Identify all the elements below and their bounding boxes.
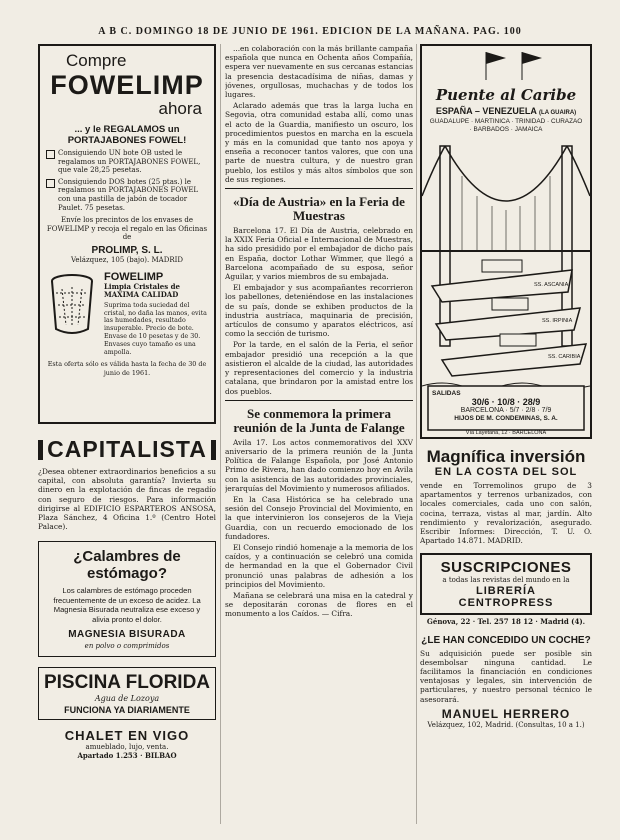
ship-2-label: SS. IRPINIA	[542, 318, 573, 324]
page-header: A B C. DOMINGO 18 DE JUNIO DE 1961. EDICION DE LA MAÑANA. PAG. 100	[98, 26, 522, 37]
section-rule	[225, 188, 413, 189]
chalet-desc: amueblado, lujo, venta.	[85, 743, 169, 752]
piscina-status: FUNCIONA YA DIARIAMENTE	[64, 705, 190, 716]
chalet-ad	[38, 728, 216, 760]
middle-column	[225, 44, 413, 834]
capitalista-body: ¿Desea obtener extraordinarios beneficios a su capital, con absoluta garantía? Invierta su dinero en la explotación de fincas de regadío con seguro de riesgos. Para información dirigirse al EDIFICIO ESPARTEROS ANSOSA, Plaza Sánchez, 4 Oficina 1.º (Centro Hotel Palace).	[38, 467, 216, 532]
suscripciones-name-2: CENTROPRESS	[458, 597, 554, 610]
fowelimp-validity: Esta oferta sólo es válida hasta la fecha de 30 de junio de 1961.	[47, 360, 207, 377]
right-column	[420, 44, 592, 834]
calambres-brand: MAGNESIA BISURADA	[68, 629, 186, 641]
article-paragraph: En la Casa Histórica se ha celebrado una sesión del Consejo Provincial del Movimiento, en la que intervinieron los consejeros de la Vieja Guardia, con un recuerdo emocionado de los fundadores.	[225, 494, 413, 541]
fowelimp-tagline: ... y le REGALAMOS un PORTAJABONES FOWEL!	[67, 124, 187, 146]
falange-headline: Se conmemora la primera reunión de la Junta de Falange	[233, 405, 405, 435]
left-column	[38, 44, 216, 834]
fowelimp-product-name: FOWELIMP	[104, 270, 164, 283]
article-falange	[225, 407, 413, 619]
coche-address: Velázquez, 102, Madrid. (Consultas, 10 a 1.)	[427, 720, 585, 729]
fowelimp-compre: Compre	[66, 51, 127, 70]
salidas-label: SALIDAS	[432, 390, 461, 397]
article-paragraph: El Consejo rindió homenaje a la memoria de los caídos, y a continuación se celebró una comida de hermandad en la que el Gobernador Civil pronunció unas palabras de adhesión a los principios del Movimiento.	[225, 542, 413, 589]
salidas-dates-1: 30/6 · 10/8 · 28/9	[471, 397, 541, 407]
inversion-ad	[420, 447, 592, 545]
salidas-dates-2: BARCELONA · 5/7 · 2/8 · 7/9	[460, 407, 552, 414]
capitalista-ad	[38, 436, 216, 531]
fowelimp-fine-print: Suprima toda suciedad del cristal, no daña las manos, evita las humedades, resultado insuperable. Precio de bote. Envase de 10 pesetas y de 30. Envases cuyo tamaño es una ampolla.	[104, 301, 207, 356]
inversion-subtitle: EN LA COSTA DEL SOL	[434, 466, 578, 478]
article-paragraph: Por la tarde, en el salón de la Feria, el señor embajador presidió una recepción a la que asistieron el alcalde de la ciudad, las autoridades y representaciones del comercio y la industria catalana, que brindaron por la amistad entre los dos pueblos.	[225, 340, 413, 396]
calambres-body: Los calambres de estómago proceden frecuentemente de un exceso de acidez. La Magnesia Bisurada neutraliza ese exceso y alivia pronto el dolor.	[53, 586, 201, 624]
suscripciones-address: Génova, 22 · Tel. 257 18 12 · Madrid (4).	[426, 617, 586, 627]
caribe-brand: Puente al Caribe	[435, 86, 577, 104]
fowelimp-product-desc: Limpia Cristales de MAXIMA CALIDAD	[104, 281, 180, 300]
caribe-agent-addr: Vía Layetana, 12 · BARCELONA	[465, 430, 547, 436]
section-rule	[225, 400, 413, 401]
caribe-salidas	[432, 390, 580, 423]
article-austria	[225, 195, 413, 396]
caribe-agent: HIJOS DE M. CONDEMINAS, S. A.	[454, 415, 558, 422]
column-divider	[220, 44, 221, 824]
fowelimp-product	[46, 271, 208, 357]
fowelimp-address: Velázquez, 105 (bajo). MADRID	[71, 255, 183, 264]
coche-name: MANUEL HERRERO	[441, 706, 571, 721]
bar-ornament-icon	[38, 440, 43, 460]
caribe-ports: GUADALUPE · MARTINICA · TRINIDAD · CURAZAO · BARBADOS · JAMAICA	[429, 118, 583, 133]
fowelimp-brand: FOWELIMP	[50, 70, 204, 100]
fowelimp-ad	[38, 44, 216, 424]
article-intro	[225, 44, 413, 184]
coche-ad	[420, 635, 592, 730]
inversion-body: vende en Torremolinos grupo de 3 apartamentos y terrenos urbanizados, con locales comerciales, cada uno con salón, cocina, terraza, vistas al mar, jardín. Alto rendimiento y revalorización, asegurado. Escribir Informes: Dirección, T. U. O. Apartado 14.871. MADRID.	[420, 481, 592, 546]
inversion-title: Magnífica inversión	[426, 447, 586, 466]
fowelimp-ahora: ahora	[158, 99, 202, 118]
piscina-title: PISCINA FLORIDA	[43, 672, 211, 694]
article-paragraph: Aclarado además que tras la larga lucha en Segovia, otra comunidad estaba allí, como unas el acto de la Guardia, manifiesto un oscuro, los procedimientos puestos en marcha en la escuela y más en la comunidad que tanto nos apoya y enseña a reconocer tantos valores, que con una parte de nuestra cultura, y de nuestro gran pueblo, los estilos y más altos símbolos que son de sus regiones.	[225, 101, 413, 184]
caribe-ad	[420, 44, 592, 439]
coche-body: Su adquisición puede ser posible sin desembolsar ninguna cantidad. Le facilitamos la financiación en condiciones ventajosas y legales, sin intervención de particulares, y nuestro personal técnico le asesorará.	[420, 648, 592, 704]
coche-title: ¿LE HAN CONCEDIDO UN COCHE?	[421, 634, 591, 646]
calambres-title: ¿Calambres de estómago?	[73, 548, 181, 583]
austria-headline: «Día de Austria» en la Feria de Muestras	[233, 194, 405, 224]
ship-1-label: SS. ASCANIA	[534, 282, 569, 288]
suscripciones-body: a todas las revistas del mundo en la	[442, 576, 570, 585]
caribe-route: ESPAÑA – VENEZUELA (LA GUAIRA)	[435, 106, 577, 116]
fowelimp-instructions: Envíe los precintos de los envases de FOWELIMP y recoja el regalo en las Oficinas de	[46, 216, 208, 242]
suscripciones-name-1: LIBRERÍA	[476, 585, 536, 598]
fowelimp-offer-2: Consiguiendo DOS botes (25 ptas.) le regalamos un PORTAJABONES FOWEL con una pastilla de jabón de tocador Paulet. 75 pesetas.	[46, 178, 208, 212]
ship-3-label: SS. CARIBIA	[548, 354, 581, 360]
article-paragraph: Mañana se celebrará una misa en la catedral y se depositarán coronas de flores en el monumento a los Caídos. — Cifra.	[225, 590, 413, 619]
fowelimp-jar-icon	[46, 271, 98, 337]
piscina-ad	[38, 667, 216, 720]
calambres-ad	[38, 541, 216, 657]
piscina-subtitle: Agua de Lozoya	[94, 694, 160, 704]
calambres-footer: en polvo o comprimidos	[84, 642, 170, 651]
article-paragraph: Barcelona 17. El Día de Austria, celebrado en la XXIX Feria Oficial e Internacional de Muestras, ha sido presidido por el embajador de dicho país en España, doctor Lothar Wimmer, que llegó a Barcelona acompañado de su esposa, señor Aguilar, y varios miembros de su embajada.	[225, 226, 413, 282]
column-divider	[416, 44, 417, 824]
article-paragraph: Avila 17. Los actos conmemorativos del XXV aniversario de la primera reunión de la Junta Política de Falange Española, por José Antonio Primo de Rivera, han dado comienzo hoy en Avila con la asistencia de las autoridades provinciales, jerarquías del Movimiento y numerosos afiliados.	[225, 437, 413, 493]
checkbox-square-icon	[46, 179, 55, 188]
chalet-title: CHALET EN VIGO	[64, 728, 190, 744]
fowelimp-company: PROLIMP, S. L.	[91, 244, 163, 256]
fowelimp-offer-1: Consiguiendo UN bote OB usted le regalamos un PORTAJABONES FOWEL, que vale 28,25 pesetas.	[46, 149, 208, 175]
suscripciones-ad	[420, 553, 592, 615]
checkbox-square-icon	[46, 150, 55, 159]
chalet-contact: Apartado 1.253 · BILBAO	[77, 750, 177, 760]
article-paragraph: El embajador y sus acompañantes recorrieron los pabellones, deteniéndose en las instalaciones de su país, donde se exhiben productos de la industria austríaca, maquinaria de precisión, artículos de consumo y aparatos eléctricos, así como la sección de turismo.	[225, 283, 413, 339]
capitalista-title: CAPITALISTA	[47, 436, 207, 462]
bridge-ships-illustration	[422, 46, 590, 437]
article-paragraph: ...en colaboración con la más brillante campaña española que nunca en Ochenta años Compañía, espera ver nuevamente en sus cercanas estancias la presencia destacadísima de niñas, damas y jóvenes, orgullosas, muchachas y de todos los lugares.	[225, 44, 413, 100]
suscripciones-title: SUSCRIPCIONES	[440, 559, 572, 577]
bar-ornament-icon	[211, 440, 216, 460]
